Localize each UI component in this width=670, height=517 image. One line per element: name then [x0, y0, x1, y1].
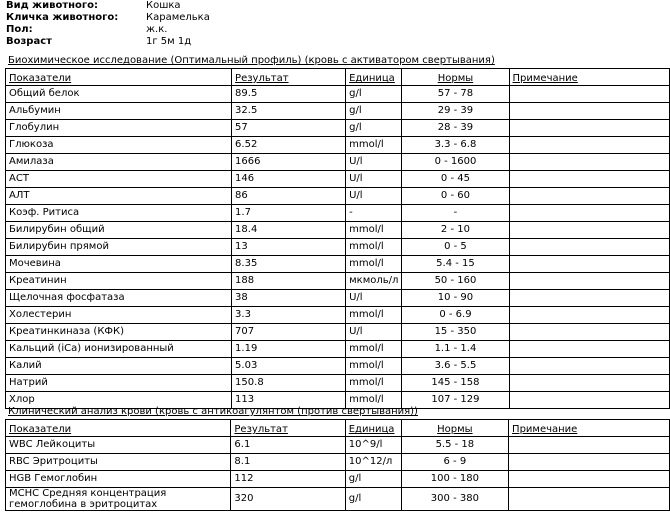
cell-indicator: Глюкоза — [6, 137, 232, 154]
cell-indicator: Щелочная фосфатаза — [6, 290, 232, 307]
table-row — [6, 171, 670, 188]
cell-unit: mmol/l — [346, 307, 402, 324]
table-row — [6, 273, 670, 290]
cell-result: 1.7 — [232, 205, 346, 222]
column-header-result: Результат — [231, 420, 345, 437]
cell-norm: 107 - 129 — [402, 392, 509, 409]
cell-norm: 50 - 160 — [402, 273, 509, 290]
cell-indicator: Альбумин — [6, 103, 232, 120]
cell-norm: 10 - 90 — [402, 290, 509, 307]
cell-result: 707 — [232, 324, 346, 341]
cell-result: 1666 — [232, 154, 346, 171]
table-row — [6, 341, 670, 358]
patient-label: Возраст — [6, 36, 52, 47]
cell-note — [509, 290, 670, 307]
blood-header-row — [6, 420, 670, 437]
cell-norm: 57 - 78 — [402, 86, 509, 103]
cell-norm: 0 - 1600 — [402, 154, 509, 171]
cell-unit: mmol/l — [346, 375, 402, 392]
cell-unit: mmol/l — [346, 137, 402, 154]
cell-norm: 0 - 5 — [402, 239, 509, 256]
cell-norm: 3.3 - 6.8 — [402, 137, 509, 154]
cell-result: 3.3 — [232, 307, 346, 324]
table-row — [6, 154, 670, 171]
cell-norm: 300 - 380 — [401, 488, 508, 511]
column-header-indicator: Показатели — [6, 420, 231, 437]
cell-unit: mmol/l — [346, 358, 402, 375]
patient-row — [6, 12, 210, 24]
cell-note — [509, 222, 670, 239]
cell-indicator: Билирубин прямой — [6, 239, 232, 256]
cell-unit: g/l — [346, 103, 402, 120]
cell-unit: g/l — [345, 471, 401, 488]
cell-norm: 6 - 9 — [401, 454, 508, 471]
cell-indicator: Билирубин общий — [6, 222, 232, 239]
column-header-norm: Нормы — [402, 69, 509, 86]
cell-indicator: Общий белок — [6, 86, 232, 103]
cell-indicator: Креатинин — [6, 273, 232, 290]
table-row — [6, 239, 670, 256]
cell-unit: mmol/l — [346, 239, 402, 256]
column-header-unit: Единица — [346, 69, 402, 86]
biochem-header-row — [6, 69, 670, 86]
cell-norm: 100 - 180 — [401, 471, 508, 488]
cell-norm: 145 - 158 — [402, 375, 509, 392]
cell-note — [509, 454, 670, 471]
cell-norm: - — [402, 205, 509, 222]
column-header-indicator: Показатели — [6, 69, 232, 86]
cell-norm: 0 - 6.9 — [402, 307, 509, 324]
cell-note — [509, 392, 670, 409]
cell-indicator: АЛТ — [6, 188, 232, 205]
column-header-result: Результат — [232, 69, 346, 86]
cell-indicator: Мочевина — [6, 256, 232, 273]
cell-indicator: WBC Лейкоциты — [6, 437, 231, 454]
table-row — [6, 471, 670, 488]
cell-norm: 1.1 - 1.4 — [402, 341, 509, 358]
cell-indicator: RBC Эритроциты — [6, 454, 231, 471]
cell-indicator: АСТ — [6, 171, 232, 188]
patient-value: 1г 5м 1д — [146, 36, 192, 47]
cell-norm: 29 - 39 — [402, 103, 509, 120]
table-row — [6, 222, 670, 239]
cell-note — [509, 120, 670, 137]
patient-row — [6, 0, 210, 12]
cell-norm: 15 - 350 — [402, 324, 509, 341]
blood-table — [5, 419, 670, 511]
cell-indicator: HGB Гемоглобин — [6, 471, 231, 488]
cell-result: 146 — [232, 171, 346, 188]
cell-indicator: Кальций (iCa) ионизированный — [6, 341, 232, 358]
cell-unit: mmol/l — [346, 341, 402, 358]
cell-note — [509, 324, 670, 341]
table-row — [6, 256, 670, 273]
table-row — [6, 375, 670, 392]
cell-unit: mmol/l — [346, 222, 402, 239]
cell-norm: 28 - 39 — [402, 120, 509, 137]
patient-label: Вид животного: — [6, 0, 99, 11]
cell-note — [509, 86, 670, 103]
cell-result: 13 — [232, 239, 346, 256]
cell-result: 18.4 — [232, 222, 346, 239]
cell-result: 6.52 — [232, 137, 346, 154]
table-row — [6, 437, 670, 454]
cell-result: 57 — [232, 120, 346, 137]
patient-row — [6, 36, 210, 48]
cell-unit: mmol/l — [346, 256, 402, 273]
cell-result: 8.35 — [232, 256, 346, 273]
table-row — [6, 454, 670, 471]
cell-norm: 0 - 45 — [402, 171, 509, 188]
cell-unit: U/l — [346, 171, 402, 188]
cell-note — [509, 239, 670, 256]
cell-result: 86 — [232, 188, 346, 205]
cell-unit: 10^12/л — [345, 454, 401, 471]
patient-row — [6, 24, 210, 36]
cell-unit: мкмоль/л — [346, 273, 402, 290]
cell-result: 5.03 — [232, 358, 346, 375]
cell-result: 32.5 — [232, 103, 346, 120]
cell-indicator: Креатинкиназа (КФК) — [6, 324, 232, 341]
cell-note — [509, 273, 670, 290]
cell-result: 113 — [232, 392, 346, 409]
cell-indicator: MCHC Средняя концентрация гемоглобина в эритроцитах — [6, 488, 231, 511]
biochem-table — [5, 68, 670, 409]
cell-unit: mmol/l — [346, 392, 402, 409]
cell-result: 1.19 — [232, 341, 346, 358]
biochem-title: Биохимическое исследование (Оптимальный профиль) (кровь с активатором свертывания) — [8, 55, 495, 66]
cell-note — [509, 375, 670, 392]
cell-unit: 10^9/l — [345, 437, 401, 454]
cell-unit: g/l — [346, 86, 402, 103]
cell-note — [509, 103, 670, 120]
table-row — [6, 488, 670, 511]
cell-norm: 0 - 60 — [402, 188, 509, 205]
patient-value: Кошка — [146, 0, 181, 11]
cell-indicator: Коэф. Ритиса — [6, 205, 232, 222]
table-row — [6, 103, 670, 120]
cell-unit: U/l — [346, 188, 402, 205]
column-header-note: Примечание — [509, 69, 670, 86]
table-row — [6, 324, 670, 341]
table-row — [6, 188, 670, 205]
cell-note — [509, 358, 670, 375]
cell-indicator: Калий — [6, 358, 232, 375]
cell-result: 8.1 — [231, 454, 345, 471]
cell-note — [509, 488, 670, 511]
cell-norm: 3.6 - 5.5 — [402, 358, 509, 375]
cell-unit: U/l — [346, 154, 402, 171]
cell-result: 112 — [231, 471, 345, 488]
cell-note — [509, 188, 670, 205]
cell-note — [509, 171, 670, 188]
patient-label: Пол: — [6, 24, 33, 35]
cell-result: 320 — [231, 488, 345, 511]
table-row — [6, 358, 670, 375]
cell-result: 188 — [232, 273, 346, 290]
cell-unit: U/l — [346, 324, 402, 341]
cell-indicator: Глобулин — [6, 120, 232, 137]
cell-indicator: Натрий — [6, 375, 232, 392]
cell-norm: 5.4 - 15 — [402, 256, 509, 273]
cell-note — [509, 471, 670, 488]
table-row — [6, 120, 670, 137]
patient-value: ж.к. — [146, 24, 168, 35]
column-header-note: Примечание — [509, 420, 670, 437]
table-row — [6, 307, 670, 324]
table-row — [6, 137, 670, 154]
cell-indicator: Холестерин — [6, 307, 232, 324]
cell-norm: 5.5 - 18 — [401, 437, 508, 454]
column-header-unit: Единица — [345, 420, 401, 437]
table-row — [6, 205, 670, 222]
patient-label: Кличка животного: — [6, 12, 119, 23]
cell-note — [509, 307, 670, 324]
cell-result: 6.1 — [231, 437, 345, 454]
cell-result: 38 — [232, 290, 346, 307]
cell-unit: g/l — [346, 120, 402, 137]
column-header-norm: Нормы — [401, 420, 508, 437]
patient-value: Карамелька — [146, 12, 210, 23]
cell-note — [509, 256, 670, 273]
blood-title: Клинический анализ крови (кровь с антикоагулянтом (против свертывания)) — [8, 406, 418, 417]
cell-note — [509, 341, 670, 358]
cell-unit: - — [346, 205, 402, 222]
cell-unit: U/l — [346, 290, 402, 307]
cell-result: 89.5 — [232, 86, 346, 103]
cell-note — [509, 437, 670, 454]
cell-indicator: Хлор — [6, 392, 232, 409]
cell-note — [509, 154, 670, 171]
table-row — [6, 290, 670, 307]
cell-result: 150.8 — [232, 375, 346, 392]
cell-indicator: Амилаза — [6, 154, 232, 171]
patient-info — [6, 0, 210, 48]
cell-note — [509, 205, 670, 222]
cell-unit: g/l — [345, 488, 401, 511]
cell-norm: 2 - 10 — [402, 222, 509, 239]
cell-note — [509, 137, 670, 154]
table-row — [6, 86, 670, 103]
